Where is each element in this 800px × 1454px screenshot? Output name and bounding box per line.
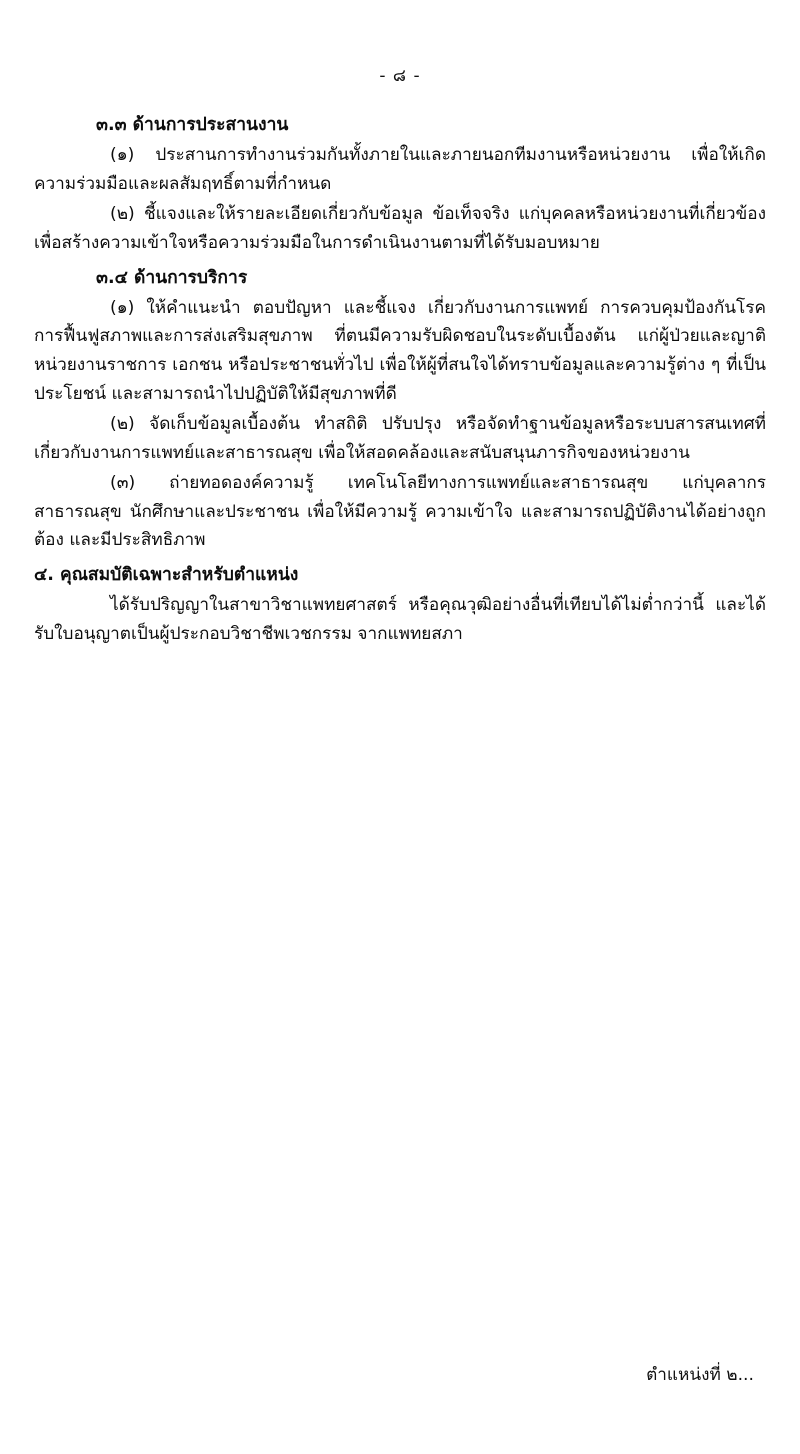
paragraph: (๒) จัดเก็บข้อมูลเบื้องต้น ทำสถิติ ปรับปรุง หรือจัดทำฐานข้อมูลหรือระบบสารสนเทศที่เกี่ยวกับงานการแพทย์และสาธารณสุข เพื่อให้สอดคล้องและสนับสนุนภารกิจของหน่วยงาน — [34, 414, 766, 463]
page-number: - ๘ - — [379, 66, 421, 86]
section-3-4 — [34, 264, 766, 555]
paragraph: (๑) ประสานการทำงานร่วมกันทั้งภายในและภายนอกทีมงานหรือหน่วยงาน เพื่อให้เกิดความร่วมมือและผลสัมฤทธิ์ตามที่กำหนด — [34, 145, 766, 194]
paragraph: (๑) ให้คำแนะนำ ตอบปัญหา และชี้แจง เกี่ยวกับงานการแพทย์ การควบคุมป้องกันโรค การฟื้นฟูสภาพและการส่งเสริมสุขภาพ ที่ตนมีความรับผิดชอบในระดับเบื้องต้น แก่ผู้ป่วยและญาติ หน่วยงานราชการ เอกชน หรือประชาชนทั่วไป เพื่อให้ผู้ที่สนใจได้ทราบข้อมูลและความรู้ต่าง ๆ ที่เป็นประโยชน์ และสามารถนำไปปฏิบัติให้มีสุขภาพที่ดี — [34, 297, 766, 404]
paragraph: ได้รับปริญญาในสาขาวิชาแพทยศาสตร์ หรือคุณวุฒิอย่างอื่นที่เทียบได้ไม่ต่ำกว่านี้ และได้รับใบอนุญาตเป็นผู้ประกอบวิชาชีพเวชกรรม จากแพทยสภา — [34, 595, 766, 644]
section-4 — [34, 561, 766, 648]
paragraph: (๓) ถ่ายทอดองค์ความรู้ เทคโนโลยีทางการแพทย์และสาธารณสุข แก่บุคลากรสาธารณสุข นักศึกษาและประชาชน เพื่อให้มีความรู้ ความเข้าใจ และสามารถปฏิบัติงานได้อย่างถูกต้อง และมีประสิทธิภาพ — [34, 473, 766, 551]
section-heading: ๓.๓ ด้านการประสานงาน — [96, 115, 289, 135]
section-heading: ๓.๔ ด้านการบริการ — [96, 267, 248, 288]
section-3-3 — [34, 111, 766, 258]
document-body — [0, 111, 800, 648]
section-heading: ๔. คุณสมบัติเฉพาะสำหรับตำแหน่ง — [34, 564, 299, 585]
paragraph: (๒) ชี้แจงและให้รายละเอียดเกี่ยวกับข้อมูล ข้อเท็จจริง แก่บุคคลหรือหน่วยงานที่เกี่ยวข้องเพื่อสร้างความเข้าใจหรือความร่วมมือในการดำเนินงานตามที่ได้รับมอบหมาย — [34, 204, 766, 253]
footer-continuation-note: ตำแหน่งที่ ๒... — [646, 1365, 754, 1385]
